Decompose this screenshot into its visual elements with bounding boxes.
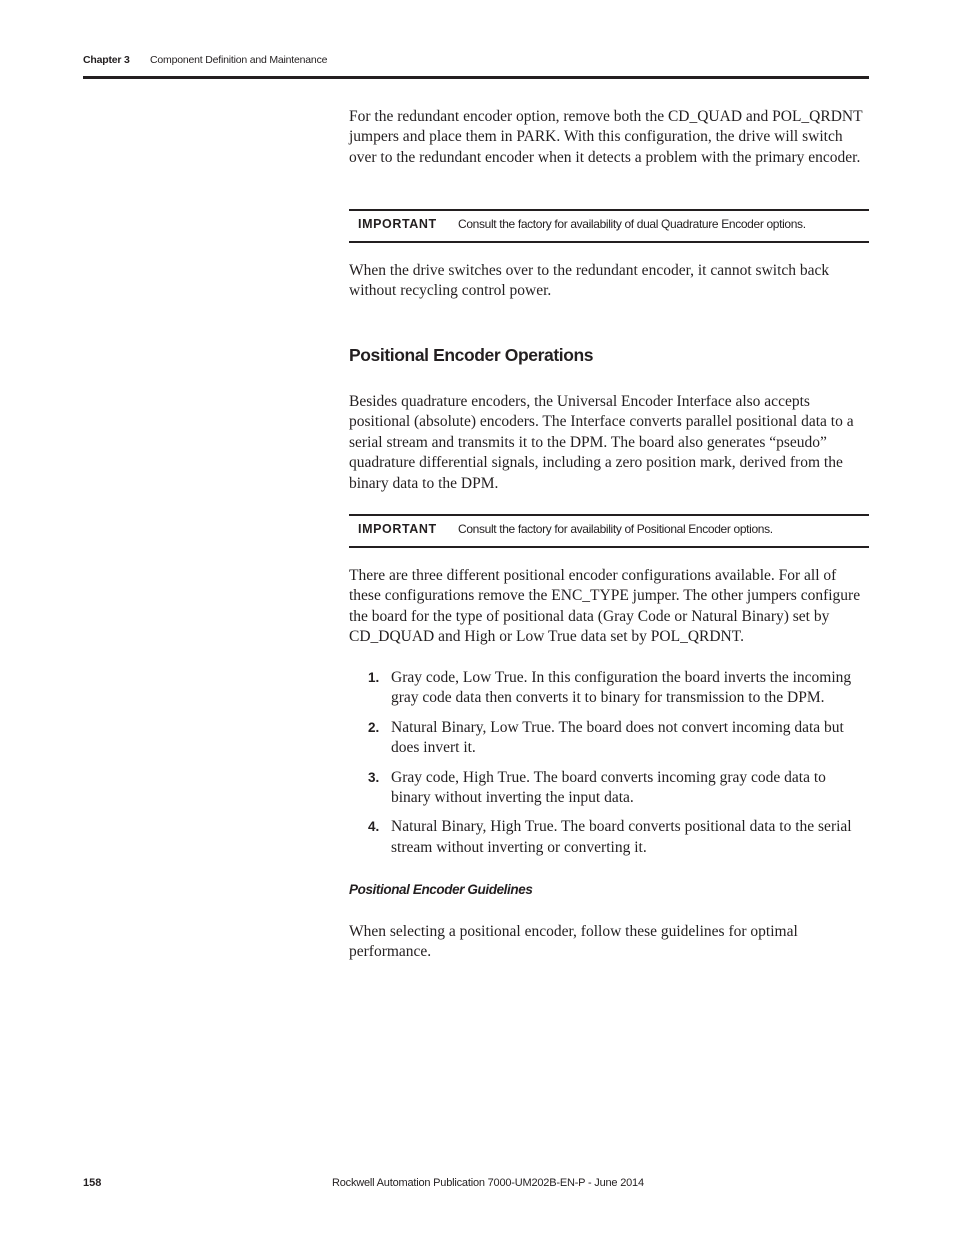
important-label: IMPORTANT bbox=[358, 217, 437, 231]
step-text: Gray code, Low True. In this configuration the board inverts the incoming gray code data then converts it to binary for transmission to the DPM. bbox=[391, 669, 852, 707]
subsection-heading: Positional Encoder Guidelines bbox=[349, 882, 533, 897]
configuration-steps-list bbox=[349, 668, 869, 867]
list-item bbox=[349, 768, 869, 809]
list-item bbox=[349, 817, 869, 858]
important-note-quadrature bbox=[349, 209, 869, 243]
step-text: Natural Binary, Low True. The board does not convert incoming data but does invert it. bbox=[391, 718, 844, 757]
list-item bbox=[349, 718, 869, 759]
paragraph-configurations: There are three different positional encoder configurations available. For all of these configurations remove the ENC_TYPE jumper. The other jumpers configure the board for the type of positional data (Gray Code or Natural Binary) set by CD_DQUAD and High or Low True data set by POL_QRDNT. bbox=[349, 567, 861, 646]
important-text: Consult the factory for availability of Positional Encoder options. bbox=[458, 522, 773, 536]
step-number: 2. bbox=[368, 719, 380, 735]
step-number: 4. bbox=[368, 819, 380, 835]
paragraph-positional-intro: Besides quadrature encoders, the Universal Encoder Interface also accepts positional (absolute) encoders. The Interface converts parallel positional data to a serial stream and transmits it to the DPM. The board also generates “pseudo” quadrature differential signals, including a zero position mark, derived from the binary data to the DPM. bbox=[349, 393, 854, 492]
important-text: Consult the factory for availability of dual Quadrature Encoder options. bbox=[458, 217, 806, 231]
step-text: Gray code, High True. The board converts incoming gray code data to binary without inverting the input data. bbox=[391, 768, 826, 807]
step-number: 1. bbox=[368, 670, 380, 685]
step-number: 3. bbox=[368, 769, 380, 785]
page-header bbox=[83, 52, 869, 79]
chapter-label: Chapter 3 bbox=[83, 54, 130, 66]
page-number: 158 bbox=[83, 1177, 102, 1189]
section-heading: Positional Encoder Operations bbox=[349, 345, 594, 365]
publication-info: Rockwell Automation Publication 7000-UM202B-EN-P - June 2014 bbox=[332, 1177, 644, 1189]
list-item bbox=[349, 668, 869, 709]
step-text: Natural Binary, High True. The board converts positional data to the serial stream without inverting or converting it. bbox=[391, 818, 852, 856]
paragraph-redundant-encoder: For the redundant encoder option, remove both the CD_QUAD and POL_QRDNT jumpers and place them in PARK. With this configuration, the drive will switch over to the redundant encoder when it detects a problem with the primary encoder. bbox=[349, 108, 863, 166]
important-note-positional bbox=[349, 514, 869, 548]
chapter-title: Component Definition and Maintenance bbox=[150, 54, 328, 66]
paragraph-switch-back: When the drive switches over to the redundant encoder, it cannot switch back without recycling control power. bbox=[349, 262, 830, 300]
important-label: IMPORTANT bbox=[358, 522, 437, 536]
paragraph-guidelines: When selecting a positional encoder, follow these guidelines for optimal performance. bbox=[349, 923, 798, 961]
